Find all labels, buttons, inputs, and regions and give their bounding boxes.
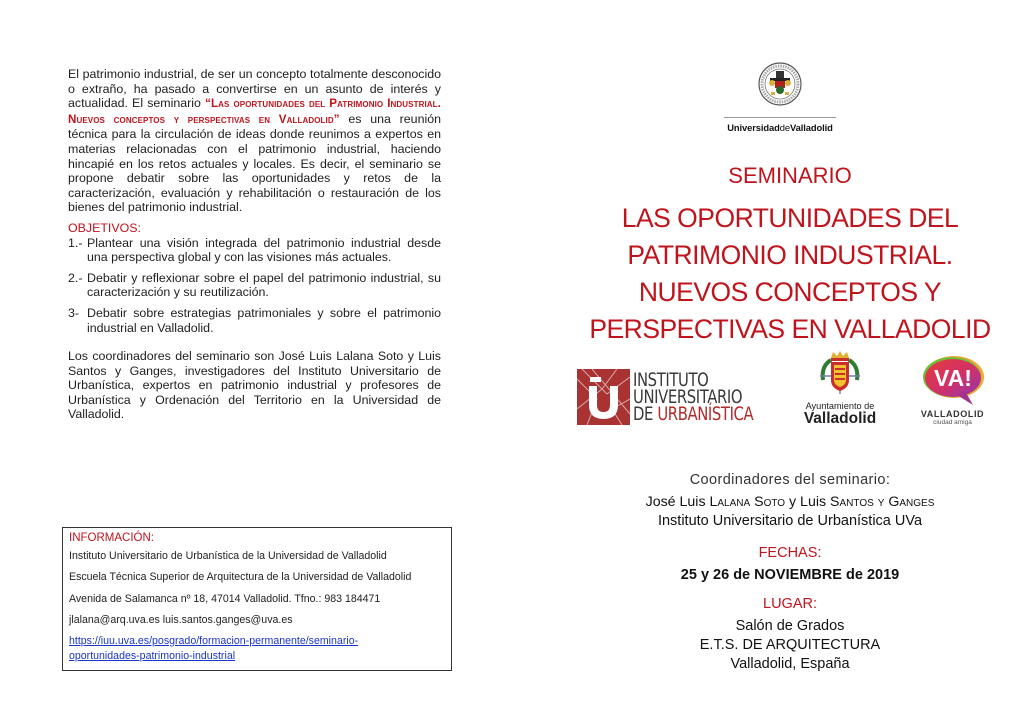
iuu-line bbox=[633, 402, 754, 425]
iuu-logo bbox=[577, 369, 787, 425]
va-city-label: VALLADOLID bbox=[920, 409, 985, 419]
objective-text: Debatir y reflexionar sobre el papel del patrimonio industrial, su caracterización y su reutilización. bbox=[87, 270, 441, 300]
objective-item bbox=[68, 236, 441, 265]
uva-name-end: Valladolid bbox=[790, 122, 833, 133]
place-line: Salón de Grados bbox=[735, 618, 845, 634]
link-text-line1[interactable]: https://iuu.uva.es/posgrado/formacion-permanente/seminario- bbox=[69, 634, 359, 647]
va-mark-text: VA! bbox=[933, 365, 972, 391]
iuu-line: INSTITUTO bbox=[633, 368, 709, 391]
seminar-title bbox=[585, 200, 995, 348]
dates-heading: FECHAS: bbox=[758, 545, 822, 561]
place-heading: LUGAR: bbox=[763, 596, 817, 612]
ayuntamiento-label: Ayuntamiento de bbox=[805, 401, 875, 411]
objective-text: Debatir sobre estrategias patrimoniales y sobre el patrimonio industrial en Valladolid. bbox=[87, 305, 441, 335]
coord2-last: Santos y Ganges bbox=[830, 494, 935, 510]
objective-number: 3- bbox=[68, 305, 80, 320]
objectives-list bbox=[68, 236, 441, 336]
uva-seal-icon bbox=[758, 62, 802, 106]
link-text-line2[interactable]: oportunidades-patrimonio-industrial bbox=[69, 649, 236, 662]
title-line: PERSPECTIVAS EN VALLADOLID bbox=[589, 314, 991, 344]
title-line: LAS OPORTUNIDADES DEL bbox=[621, 203, 959, 233]
iuu-de: DE bbox=[633, 402, 658, 425]
coordinators-paragraph: Los coordinadores del seminario son José Luis Lalana Soto y Luis Santos y Ganges, investigadores del Instituto Universitario de Urbanística, expertos en patrimonio industrial y profesores de Urbanística y Ordenación del Territorio en la Universidad de Valladolid. bbox=[68, 349, 441, 422]
intro-text-end: es una reunión técnica para la circulación de ideas donde reunimos a expertos en materias relacionadas con el patrimonio industrial, haciendo hincapié en los retos actuales y locales. Es decir, el seminario se propone debatir sobre las oportunidades y retos de la caracterización, evaluación y rehabilitación o restauración de los bienes del patrimonio industrial. bbox=[68, 111, 441, 215]
ayuntamiento-logo bbox=[790, 350, 890, 427]
uva-logo bbox=[715, 62, 845, 133]
iuu-u-mark-icon bbox=[577, 369, 630, 425]
intro-text: El patrimonio industrial, de ser un concepto totalmente desconocido o extraño, ha pasado a convertirse en un asunto de interés y actualidad. El seminario bbox=[68, 67, 441, 111]
uva-name-part: Universidad bbox=[727, 122, 780, 133]
va-valladolid-logo bbox=[905, 355, 1000, 426]
coordinators-names bbox=[600, 494, 980, 510]
coord1-last: Lalana Soto bbox=[709, 494, 786, 510]
info-line: Avenida de Salamanca nº 18, 47014 Valladolid. Tfno.: 983 184471 bbox=[69, 592, 381, 605]
place-line: Valladolid, España bbox=[730, 656, 850, 672]
objective-text: Plantear una visión integrada del patrimonio industrial desde una perspectiva global y con las visiones más actuales. bbox=[87, 235, 441, 265]
seminar-label: SEMINARIO bbox=[728, 163, 852, 188]
iuu-urbanistica: URBANÍSTICA bbox=[657, 402, 754, 425]
iuu-wordmark bbox=[633, 368, 754, 425]
seminar-title-inline: “Las oportunidades del Patrimonio Industrial. Nuevos conceptos y perspectivas en Valladolid” bbox=[68, 97, 441, 126]
coordinators-heading: Coordinadores del seminario: bbox=[689, 472, 891, 488]
title-line: NUEVOS CONCEPTOS Y bbox=[638, 277, 942, 307]
information-heading: INFORMACIÓN: bbox=[69, 532, 154, 544]
info-line: Instituto Universitario de Urbanística de la Universidad de Valladolid bbox=[69, 550, 387, 562]
valladolid-coat-of-arms-icon bbox=[817, 350, 863, 396]
left-column bbox=[68, 67, 441, 422]
objectives-heading: OBJETIVOS: bbox=[68, 220, 141, 235]
info-line: Escuela Técnica Superior de Arquitectura de la Universidad de Valladolid bbox=[69, 571, 412, 584]
dates-value: 25 y 26 de NOVIEMBRE de 2019 bbox=[680, 567, 900, 583]
coord1-first: José Luis bbox=[645, 494, 710, 510]
title-line: PATRIMONIO INDUSTRIAL. bbox=[627, 240, 953, 270]
iuu-line: UNIVERSITARIO bbox=[633, 385, 743, 408]
information-box bbox=[62, 527, 452, 671]
uva-name-de: de bbox=[779, 122, 791, 133]
objective-item bbox=[68, 271, 441, 300]
ayuntamiento-city: Valladolid bbox=[803, 410, 877, 427]
intro-paragraph bbox=[68, 67, 441, 215]
place-details bbox=[600, 617, 980, 674]
place-line: E.T.S. DE ARQUITECTURA bbox=[699, 637, 881, 653]
va-speech-bubble-icon bbox=[921, 355, 985, 407]
coord-join: y Luis bbox=[785, 494, 831, 510]
objective-number: 1.- bbox=[68, 235, 83, 250]
uva-divider bbox=[724, 117, 836, 118]
info-emails[interactable]: jlalana@arq.uva.es luis.santos.ganges@uva.es bbox=[69, 614, 293, 627]
objective-number: 2.- bbox=[68, 270, 83, 285]
seminar-web-link[interactable] bbox=[69, 634, 445, 664]
uva-wordmark bbox=[715, 122, 845, 133]
coordinators-institute: Instituto Universitario de Urbanística UVa bbox=[657, 513, 923, 529]
va-tagline: ciudad amiga bbox=[933, 419, 972, 426]
objective-item bbox=[68, 306, 441, 335]
